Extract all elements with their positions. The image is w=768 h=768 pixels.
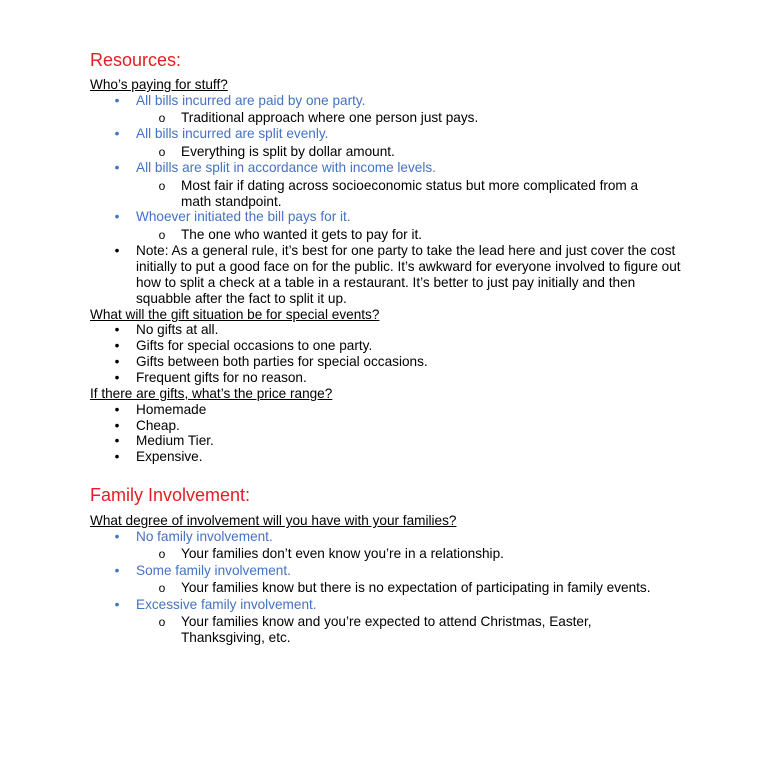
bullet-icon: • — [114, 402, 120, 417]
question-price-range: If there are gifts, what’s the price range? — [90, 386, 333, 401]
option-label: Some family involvement. — [136, 563, 291, 578]
bullet-icon: • — [114, 338, 120, 353]
section-heading-resources: Resources: — [90, 50, 182, 70]
option-detail: Traditional approach where one person just pays. — [181, 110, 479, 125]
sub-bullet-icon: o — [158, 145, 166, 159]
option-detail: Your families know and you’re expected to attend Christmas, Easter, Thanksgiving, etc. — [181, 614, 592, 645]
sub-bullet-icon: o — [158, 547, 166, 561]
bullet-icon: • — [114, 418, 120, 433]
list-item: Gifts for special occasions to one party. — [136, 338, 373, 353]
list-item: Gifts between both parties for special occasions. — [136, 354, 428, 369]
list-item: No gifts at all. — [136, 322, 219, 337]
list-item: Expensive. — [136, 449, 203, 464]
sub-bullet-icon: o — [158, 111, 166, 125]
bullet-icon: • — [114, 529, 120, 544]
list-item: Homemade — [136, 402, 207, 417]
option-detail: Most fair if dating across socioeconomic status but more complicated from a math standpoint. — [181, 178, 639, 209]
bullet-icon: • — [114, 322, 120, 337]
section-heading-family-involvement: Family Involvement: — [90, 485, 251, 505]
bullet-icon: • — [114, 370, 120, 385]
option-label: Excessive family involvement. — [136, 597, 317, 612]
list-item: Frequent gifts for no reason. — [136, 370, 307, 385]
bullet-icon: • — [114, 126, 120, 141]
list-item: Cheap. — [136, 418, 180, 433]
sub-bullet-icon: o — [158, 615, 166, 629]
option-detail: Your families know but there is no expectation of participating in family events. — [181, 580, 651, 595]
bullet-icon: • — [114, 160, 120, 175]
option-label: No family involvement. — [136, 529, 273, 544]
option-label: Whoever initiated the bill pays for it. — [136, 209, 351, 224]
question-gift-situation: What will the gift situation be for special events? — [90, 307, 380, 322]
sub-bullet-icon: o — [158, 581, 166, 595]
bullet-icon: • — [114, 243, 120, 258]
list-item: Medium Tier. — [136, 433, 214, 448]
note-paragraph: Note: As a general rule, it’s best for one party to take the lead here and just cover the cost initially to put a good face on for the public. It’s awkward for everyone involved to figure out how to split a check at a table in a restaurant. It’s better to just pay initially and then squabble after the fact to split it up. — [136, 243, 681, 306]
bullet-icon: • — [114, 449, 120, 464]
option-detail: Your families don’t even know you’re in a relationship. — [181, 546, 504, 561]
bullet-icon: • — [114, 93, 120, 108]
question-who-pays: Who’s paying for stuff? — [90, 77, 228, 92]
bullet-icon: • — [114, 597, 120, 612]
option-label: All bills incurred are split evenly. — [136, 126, 329, 141]
question-family-involvement: What degree of involvement will you have with your families? — [90, 513, 457, 528]
option-label: All bills are split in accordance with income levels. — [136, 160, 436, 175]
sub-bullet-icon: o — [158, 179, 166, 193]
bullet-icon: • — [114, 354, 120, 369]
sub-bullet-icon: o — [158, 228, 166, 242]
bullet-icon: • — [114, 563, 120, 578]
option-detail: Everything is split by dollar amount. — [181, 144, 395, 159]
bullet-icon: • — [114, 433, 120, 448]
bullet-icon: • — [114, 209, 120, 224]
option-detail: The one who wanted it gets to pay for it. — [181, 227, 423, 242]
option-label: All bills incurred are paid by one party. — [136, 93, 366, 108]
